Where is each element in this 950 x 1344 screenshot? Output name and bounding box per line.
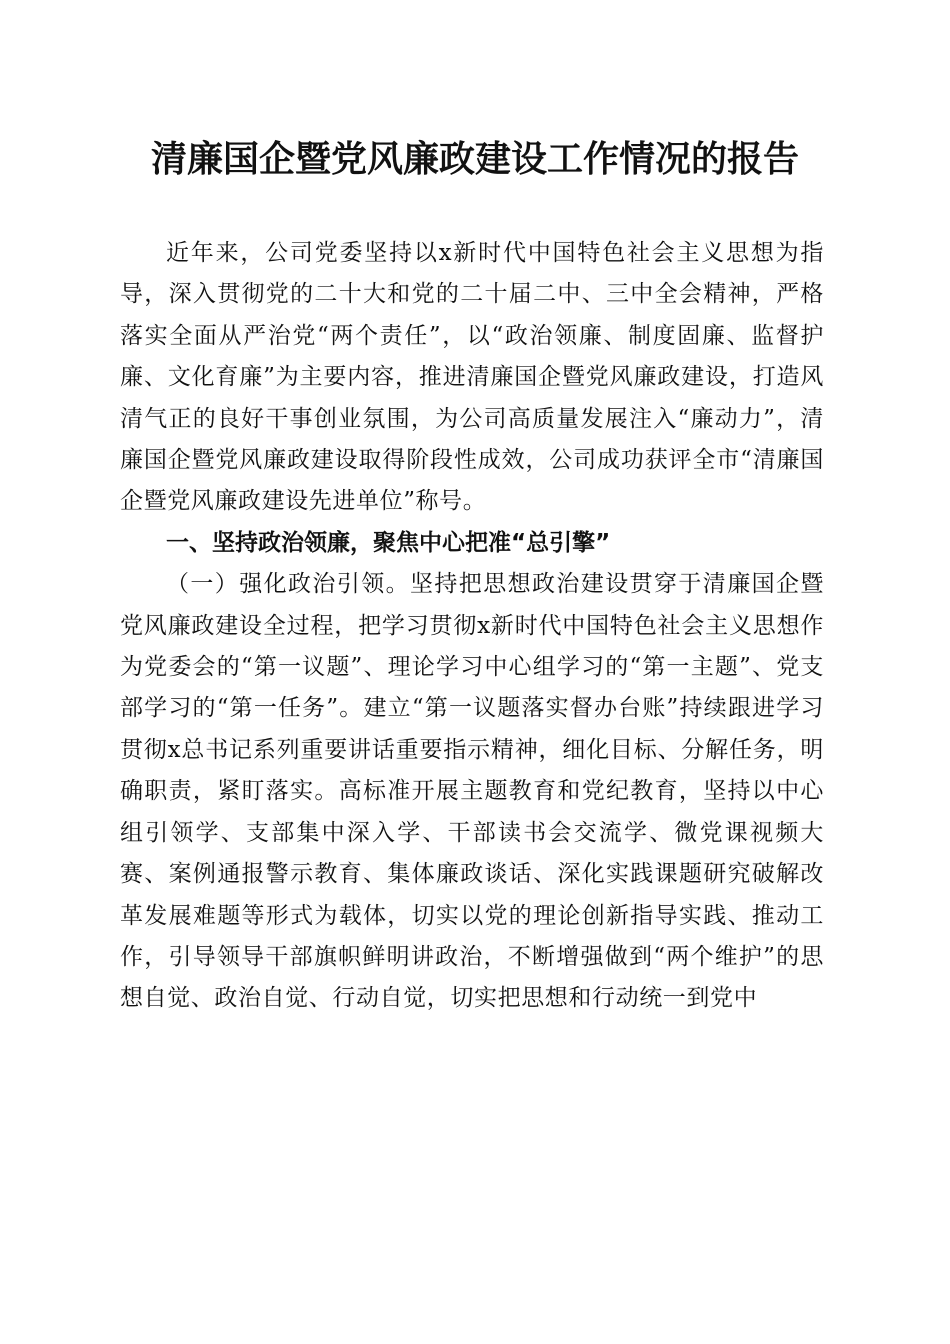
subsection-text: 坚持把思想政治建设贯穿于清廉国企暨党风廉政建设全过程，把学习贯彻x新时代中国特色社会主义思想作为党委会的“第一议题”、理论学习中心组学习的“第一主题”、党支部学习的“第一任务”。建立“第一议题落实督办台账”持续跟进学习贯彻x总书记系列重要讲话重要指示精神，细化目标、分解任务，明确职责，紧盯落实。高标准开展主题教育和党纪教育，坚持以中心组引领学、支部集中深入学、干部读书会交流学、微党课视频大赛、案例通报警示教育、集体廉政谈话、深化实践课题研究破解改革发展难题等形式为载体，切实以党的理论创新指导实践、推动工作，引导领导干部旗帜鲜明讲政治，不断增强做到“两个维护”的思想自觉、政治自觉、行动自觉，切实把思想和行动统一到党中 (120, 571, 824, 1012)
document-title: 清廉国企暨党风廉政建设工作情况的报告 (150, 139, 799, 180)
section-heading: 一、坚持政治领廉，聚焦中心把准“总引擎” (166, 529, 611, 556)
subsection-heading: （一）强化政治引领。 (166, 571, 410, 598)
intro-paragraph: 近年来，公司党委坚持以x新时代中国特色社会主义思想为指导，深入贯彻党的二十大和党的二十届二中、三中全会精神，严格落实全面从严治党“两个责任”，以“政治领廉、制度固廉、监督护廉、文化育廉”为主要内容，推进清廉国企暨党风廉政建设，打造风清气正的良好干事创业氛围，为公司高质量发展注入“廉动力”，清廉国企暨党风廉政建设取得阶段性成效，公司成功获评全市“清廉国企暨党风廉政建设先进单位”称号。 (120, 240, 824, 515)
document-body (120, 233, 824, 1020)
subsection-paragraph (120, 564, 824, 1019)
